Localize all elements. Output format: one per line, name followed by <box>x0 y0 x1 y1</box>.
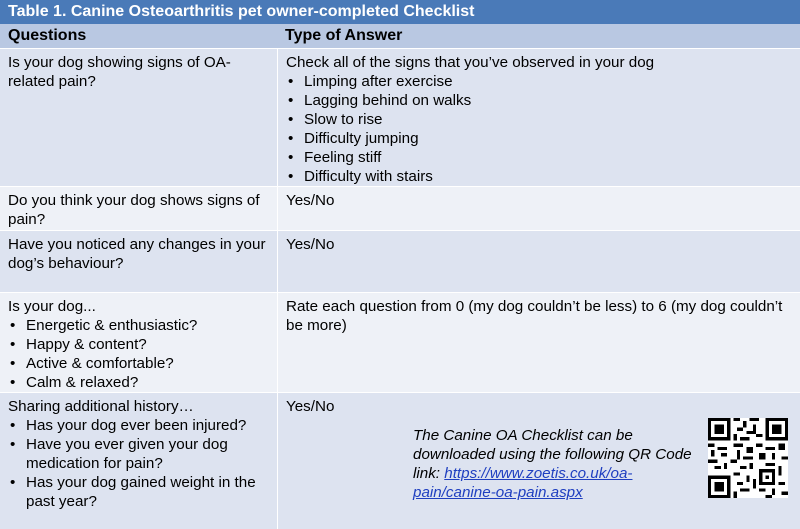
qr-code-icon <box>708 418 788 498</box>
table-row <box>0 230 800 292</box>
list-item: • Difficulty with stairs <box>286 167 792 186</box>
qr-download-note <box>413 426 713 502</box>
list-item: • Energetic & enthusiastic? <box>8 316 269 335</box>
answer-intro: Check all of the signs that you’ve observed in your dog <box>286 54 655 71</box>
questions-header: Questions <box>8 27 87 44</box>
history-list <box>8 416 269 511</box>
qr-note-text: The Canine OA Checklist can be downloaded using the following QR Code link: <box>413 427 692 482</box>
question-cell: Is your dog showing signs of OA-related pain? <box>8 54 231 90</box>
list-item: • Happy & content? <box>8 335 269 354</box>
list-item: • Calm & relaxed? <box>8 373 269 392</box>
table-title: Table 1. Canine Osteoarthritis pet owner-completed Checklist <box>0 0 800 24</box>
list-item: • Has your dog gained weight in the past year? <box>8 473 269 511</box>
list-item: • Active & comfortable? <box>8 354 269 373</box>
list-item: • Slow to rise <box>286 110 792 129</box>
question-intro: Is your dog... <box>8 298 96 315</box>
signs-list <box>286 72 792 186</box>
list-item: • Lagging behind on walks <box>286 91 792 110</box>
table-header-row <box>0 24 800 48</box>
checklist-download-link[interactable]: https://www.zoetis.co.uk/oa-pain/canine-oa-pain.aspx <box>413 465 633 501</box>
list-item: • Have you ever given your dog medication for pain? <box>8 435 269 473</box>
table-row <box>0 48 800 186</box>
question-cell: Do you think your dog shows signs of pain? <box>8 192 260 228</box>
behaviour-list <box>8 316 269 392</box>
answer-type-header: Type of Answer <box>285 27 403 44</box>
table-row <box>0 292 800 392</box>
question-cell <box>0 293 277 392</box>
answer-cell: Rate each question from 0 (my dog couldn’t be less) to 6 (my dog couldn’t be more) <box>277 293 800 392</box>
answer-cell: Yes/No <box>277 231 800 292</box>
question-cell <box>0 393 277 529</box>
table-row <box>0 186 800 230</box>
list-item: • Has your dog ever been injured? <box>8 416 269 435</box>
list-item: • Feeling stiff <box>286 148 792 167</box>
question-cell: Have you noticed any changes in your dog’s behaviour? <box>8 236 266 272</box>
answer-cell <box>277 49 800 186</box>
answer-cell: Yes/No <box>277 187 800 230</box>
list-item: • Limping after exercise <box>286 72 792 91</box>
answer-cell: Yes/No <box>277 393 800 529</box>
question-intro: Sharing additional history… <box>8 398 194 415</box>
list-item: • Difficulty jumping <box>286 129 792 148</box>
